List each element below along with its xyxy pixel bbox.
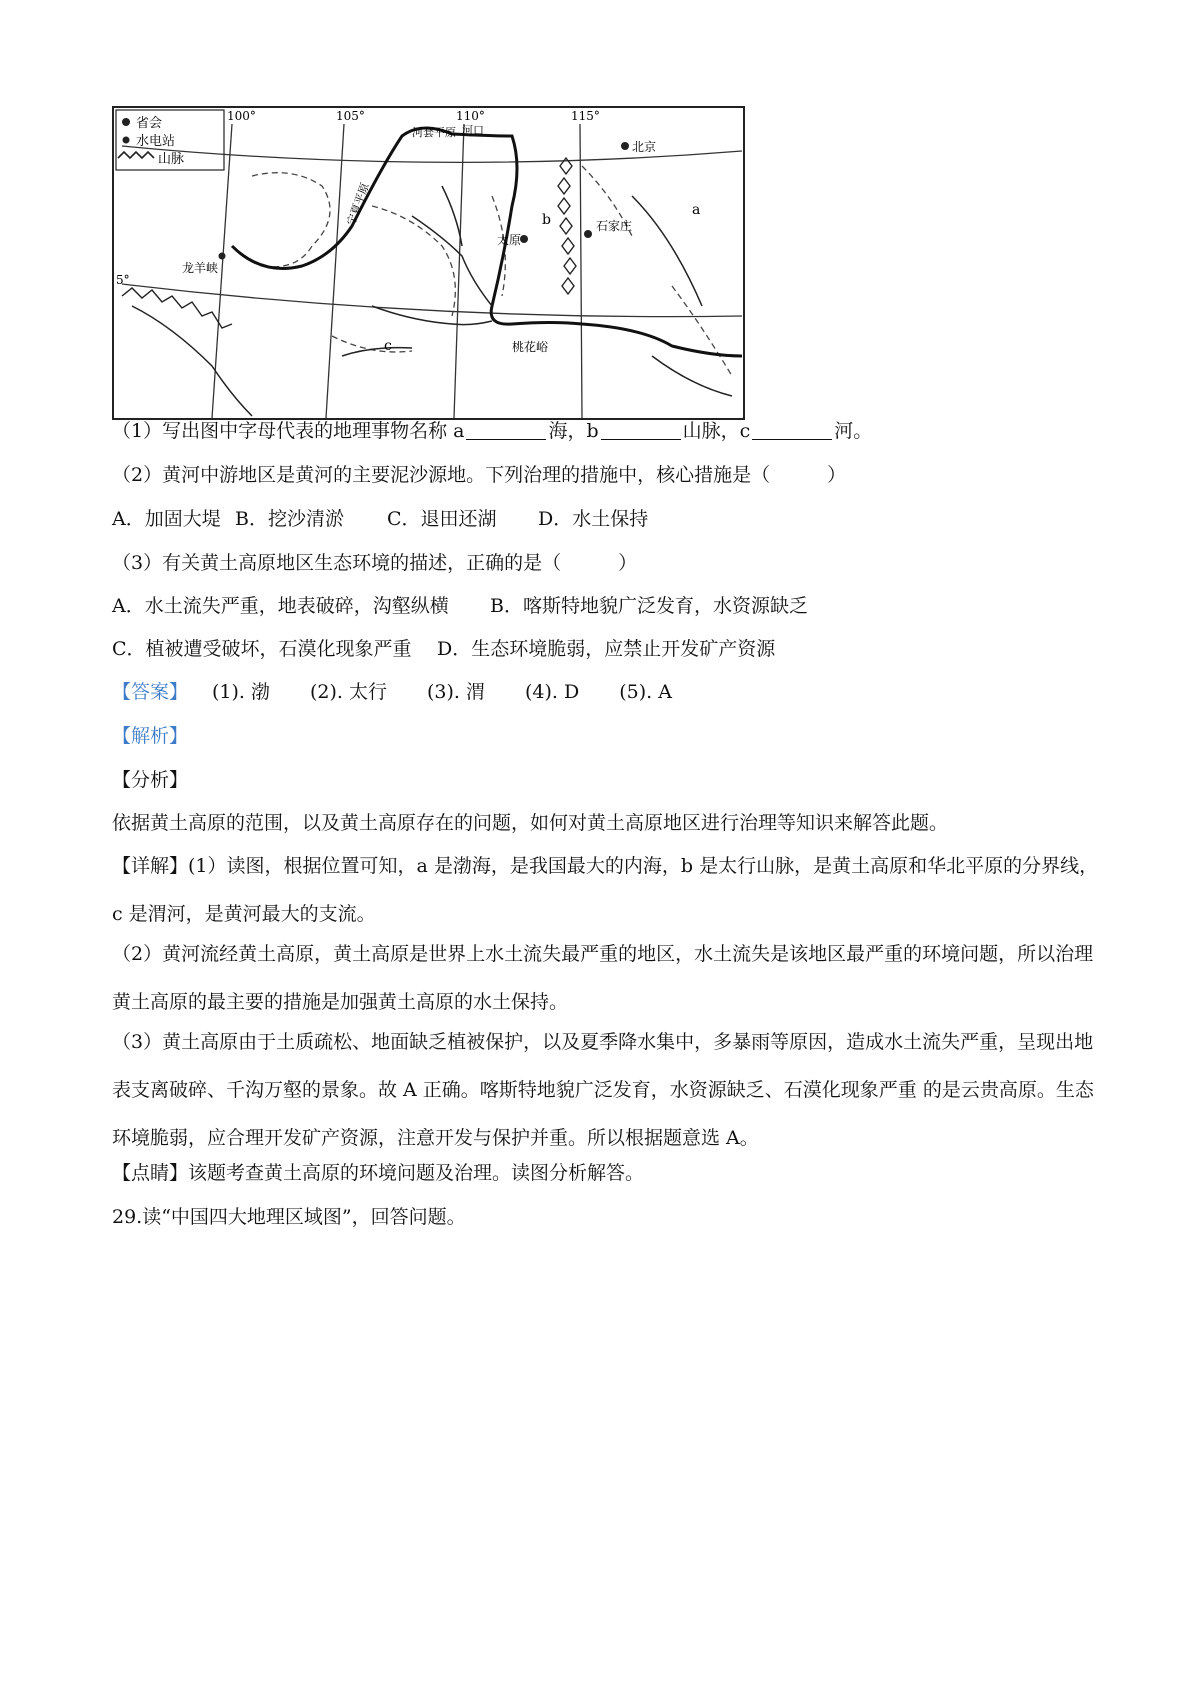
- place-longyangxia: 龙羊峡: [182, 261, 219, 275]
- capital-dot-icon: [122, 118, 130, 126]
- shijiazhuang-dot: [584, 230, 592, 238]
- detail-paragraph-1: [112, 842, 1102, 938]
- lon-110: 110°: [456, 109, 485, 123]
- q1-a-suffix: 海，b: [548, 420, 599, 442]
- legend-hydropower: 水电站: [136, 134, 176, 149]
- question-2-options: [112, 506, 648, 532]
- letter-c: c: [384, 338, 392, 354]
- hydropower-dot-icon: [123, 137, 130, 144]
- answer-row: [112, 679, 712, 705]
- legend-mountain: 山脉: [158, 152, 185, 167]
- question-3-stem: （3）有关黄土高原地区生态环境的描述，正确的是（ ）: [112, 552, 638, 574]
- detail-paragraph-3: （3）黄土高原由于土质疏松、地面缺乏植被保护，以及夏季降水集中，多暴雨等原因，造成水土流失严重，呈现出地表支离破碎、千沟万壑的景象。故 A 正确。喀斯特地貌广泛发育，水资源缺乏、石漠化现象严重 的是云贵高原。生态环境脆弱，应合理开发矿产资源，注意开发与保护并重。所以根据题意选 A。: [112, 1031, 1094, 1149]
- fenxi-heading: 【分析】: [112, 769, 189, 791]
- blank-b[interactable]: [601, 419, 681, 440]
- dianjing-row: [112, 1160, 644, 1186]
- answer-5: (5). A: [619, 681, 672, 703]
- lon-105: 105°: [336, 109, 365, 123]
- q1-prefix: （1）写出图中字母代表的地理事物名称 a: [112, 420, 465, 442]
- answer-2: (2). 太行: [310, 681, 387, 703]
- q1-b-suffix: 山脉，c: [682, 420, 751, 442]
- lat-label: 5°: [116, 273, 130, 287]
- question-1: [112, 418, 872, 444]
- q2-option-c: C．退田还湖: [387, 508, 497, 530]
- detail-label: 【详解】: [112, 855, 189, 877]
- city-beijing: 北京: [632, 140, 657, 154]
- dianjing-text: 该题考查黄土高原的环境问题及治理。读图分析解答。: [188, 1162, 645, 1184]
- detail-p1: (1）读图，根据位置可知，a 是渤海，是我国最大的内海，b 是太行山脉，是黄土高原和华北平原的分界线，c 是渭河，是黄河最大的支流。: [112, 855, 1099, 925]
- answer-label: 【答案】: [112, 681, 189, 703]
- place-hekou: 河口: [462, 124, 484, 137]
- question-3-options-row2: [112, 636, 775, 662]
- q2-option-a: A．加固大堤: [112, 508, 221, 530]
- blank-c[interactable]: [752, 419, 832, 440]
- place-ningxia-plain: 宁夏平原: [344, 181, 372, 228]
- question-2-stem: （2）黄河中游地区是黄河的主要泥沙源地。下列治理的措施中，核心措施是（ ）: [112, 464, 847, 486]
- dianjing-label: 【点睛】: [112, 1162, 189, 1184]
- lon-115: 115°: [571, 109, 600, 123]
- letter-b: b: [542, 212, 551, 228]
- letter-a: a: [692, 202, 701, 218]
- answer-3: (3). 渭: [427, 681, 485, 703]
- city-shijiazhuang: 石家庄: [596, 219, 633, 233]
- blank-a[interactable]: [466, 419, 546, 440]
- q3-option-a: A．水土流失严重，地表破碎，沟壑纵横: [112, 595, 449, 617]
- answer-1: (1). 渤: [212, 681, 270, 703]
- q3-option-d: D．生态环境脆弱，应禁止开发矿产资源: [437, 638, 776, 660]
- place-taohuayu: 桃花峪: [512, 340, 549, 354]
- longyangxia-dot: [219, 253, 226, 260]
- question-3-options-row1: [112, 593, 808, 619]
- legend-capital: 省会: [136, 116, 163, 131]
- lon-100: 100°: [227, 109, 256, 123]
- fenxi-text: 依据黄土高原的范围，以及黄土高原存在的问题，如何对黄土高原地区进行治理等知识来解答此题。: [112, 812, 949, 834]
- answer-4: (4). D: [525, 681, 580, 703]
- q2-option-d: D．水土保持: [538, 508, 649, 530]
- yellow-river-map: [112, 106, 745, 420]
- q3-option-c: C．植被遭受破坏，石漠化现象严重: [112, 638, 412, 660]
- question-29: 29.读“中国四大地理区域图”，回答问题。: [112, 1206, 466, 1228]
- city-taiyuan: 太原: [497, 233, 522, 247]
- detail-paragraph-2: （2）黄河流经黄土高原，黄土高原是世界上水土流失最严重的地区，水土流失是该地区最严重的环境问题，所以治理黄土高原的最主要的措施是加强黄土高原的水土保持。: [112, 943, 1094, 1013]
- beijing-dot: [621, 142, 629, 150]
- q2-option-b: B．挖沙清淤: [235, 508, 344, 530]
- q3-option-b: B．喀斯特地貌广泛发育，水资源缺乏: [490, 595, 808, 617]
- jiexi-heading: 【解析】: [112, 725, 189, 747]
- taiyuan-dot: [520, 235, 528, 243]
- place-hetao-plain: 河套平原: [412, 126, 456, 139]
- q1-c-suffix: 河。: [834, 420, 873, 442]
